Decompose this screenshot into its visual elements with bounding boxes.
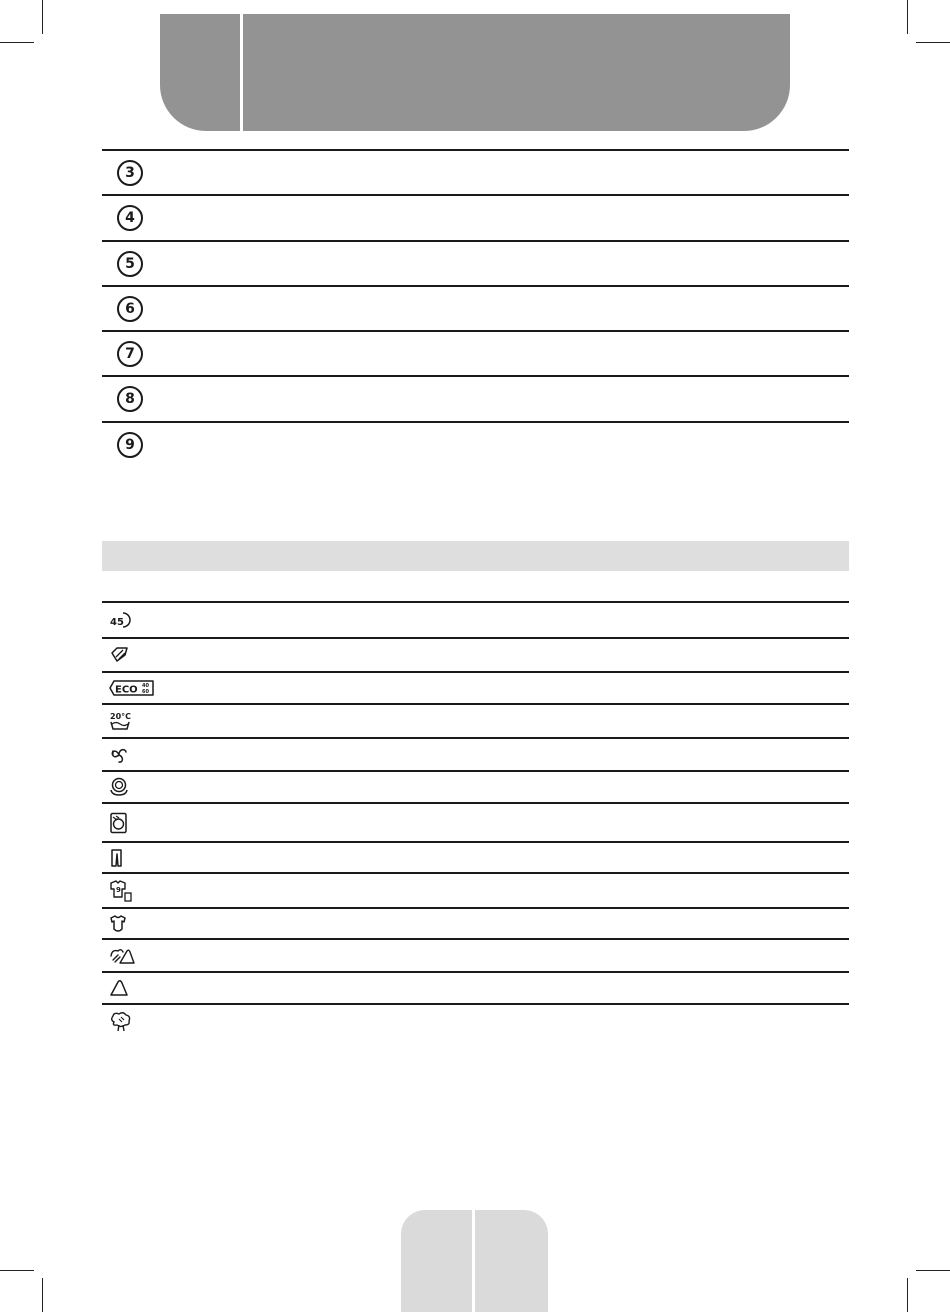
footer-tab-divider (472, 1210, 475, 1312)
table-row (102, 971, 849, 1003)
table-row (102, 737, 849, 770)
crop-mark (907, 1278, 908, 1312)
crop-mark (0, 42, 34, 43)
crop-mark (42, 0, 43, 34)
shirts-9-icon (109, 880, 135, 902)
crop-mark (916, 1270, 950, 1271)
baby-bodysuit-icon (109, 913, 129, 935)
45-min-timer-icon (109, 609, 133, 631)
circled-number: 5 (117, 251, 143, 277)
table-header-bar (102, 541, 849, 571)
circled-number: 7 (117, 341, 143, 367)
eco-40-60-icon (109, 677, 155, 699)
header-tab-divider (240, 14, 243, 131)
cold-wash-20c-icon (109, 710, 133, 732)
circled-number: 3 (117, 160, 143, 186)
mix-swirl-icon (109, 744, 131, 766)
wool-icon (109, 977, 129, 999)
timer-label: 45 (110, 617, 124, 628)
delicates-wool-icon (109, 945, 135, 967)
circled-number: 9 (117, 432, 143, 458)
table-row (102, 841, 849, 872)
eco-temp-60: 60 (142, 689, 149, 695)
table-row (102, 637, 849, 671)
list-item (102, 194, 849, 239)
header-tab (160, 14, 790, 131)
jeans-icon (109, 847, 125, 869)
table-row (102, 671, 849, 703)
crop-mark (916, 42, 950, 43)
list-item (102, 149, 849, 194)
eco-temp-40: 40 (142, 683, 149, 689)
shirts-count: 9 (116, 885, 121, 894)
crop-mark (907, 0, 908, 34)
circled-number: 8 (117, 386, 143, 412)
table-row (102, 872, 849, 907)
list-item (102, 330, 849, 375)
table-row (102, 703, 849, 737)
table-row (102, 601, 849, 637)
list-item (102, 421, 849, 466)
crop-mark (0, 1270, 34, 1271)
list-item (102, 240, 849, 285)
list-item (102, 375, 849, 420)
circled-number: 6 (117, 296, 143, 322)
list-item (102, 285, 849, 330)
table-row (102, 802, 849, 841)
table-row (102, 907, 849, 938)
cotton-icon (109, 1011, 133, 1033)
circled-number: 4 (117, 205, 143, 231)
spin-rinse-icon (109, 776, 133, 798)
drum-clean-icon (109, 812, 129, 834)
numbered-list (102, 149, 849, 466)
table-row (102, 938, 849, 971)
eco-label: ECO (115, 684, 138, 696)
table-row (102, 770, 849, 802)
wash-temp-label: 20°C (110, 712, 132, 721)
iron-easy-icon (109, 644, 131, 666)
table-row (102, 1003, 849, 1039)
program-icon-table (102, 601, 849, 1039)
crop-mark (42, 1278, 43, 1312)
